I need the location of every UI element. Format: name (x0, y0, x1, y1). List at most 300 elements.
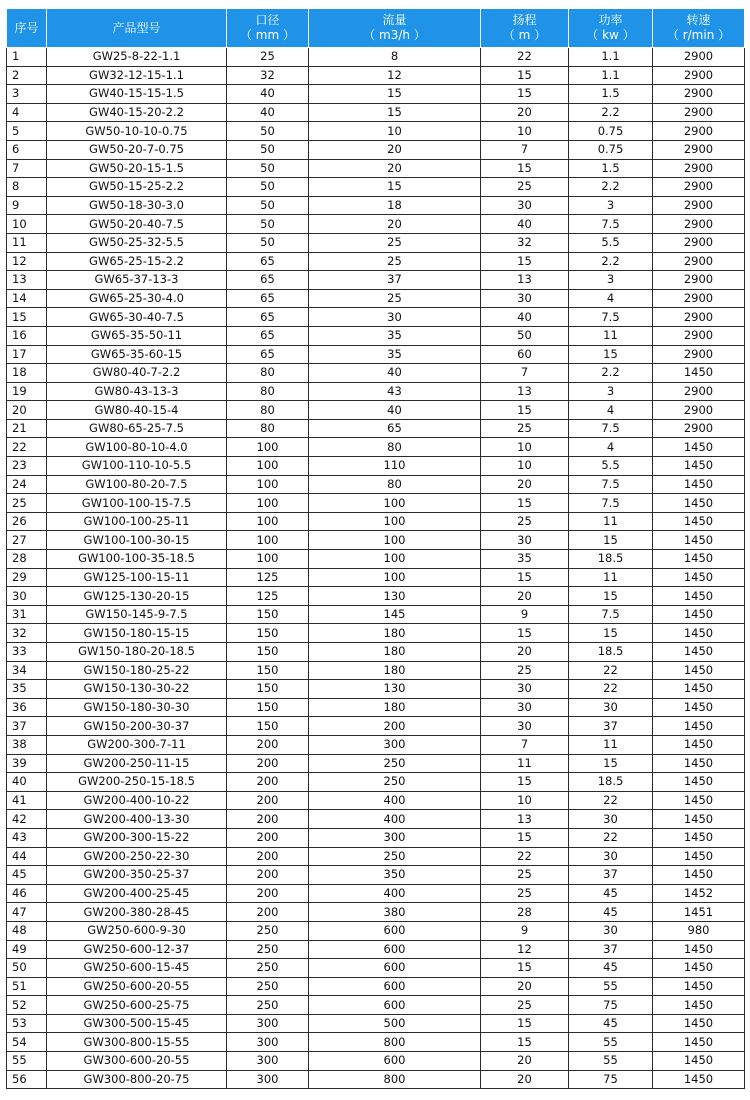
cell-flow: 12 (309, 66, 481, 85)
cell-model: GW50-25-32-5.5 (47, 233, 227, 252)
cell-flow: 800 (309, 1070, 481, 1089)
cell-index: 23 (7, 457, 47, 476)
cell-speed: 1450 (653, 1014, 745, 1033)
cell-flow: 400 (309, 810, 481, 829)
cell-model: GW150-200-30-37 (47, 717, 227, 736)
cell-speed: 1450 (653, 438, 745, 457)
cell-speed: 2900 (653, 196, 745, 215)
cell-index: 16 (7, 326, 47, 345)
cell-index: 42 (7, 810, 47, 829)
cell-model: GW80-40-7-2.2 (47, 364, 227, 383)
cell-flow: 600 (309, 996, 481, 1015)
cell-head: 15 (481, 85, 569, 104)
table-row (7, 903, 745, 922)
cell-flow: 250 (309, 754, 481, 773)
cell-diameter: 250 (227, 921, 309, 940)
header-unit: （ m ） (502, 28, 547, 42)
cell-diameter: 300 (227, 1070, 309, 1089)
cell-model: GW200-250-22-30 (47, 847, 227, 866)
cell-index: 45 (7, 866, 47, 885)
cell-speed: 1450 (653, 568, 745, 587)
cell-model: GW80-40-15-4 (47, 401, 227, 420)
cell-index: 54 (7, 1033, 47, 1052)
cell-diameter: 250 (227, 996, 309, 1015)
cell-power: 45 (569, 959, 653, 978)
cell-head: 25 (481, 866, 569, 885)
cell-head: 7 (481, 735, 569, 754)
cell-speed: 2900 (653, 140, 745, 159)
cell-diameter: 40 (227, 103, 309, 122)
cell-index: 2 (7, 66, 47, 85)
cell-index: 11 (7, 233, 47, 252)
cell-power: 75 (569, 996, 653, 1015)
table-row (7, 475, 745, 494)
cell-index: 15 (7, 308, 47, 327)
cell-head: 30 (481, 196, 569, 215)
cell-index: 33 (7, 643, 47, 662)
cell-model: GW200-350-25-37 (47, 866, 227, 885)
header-unit: （ kw ） (586, 28, 635, 42)
cell-index: 47 (7, 903, 47, 922)
cell-speed: 1450 (653, 550, 745, 569)
cell-head: 22 (481, 48, 569, 67)
cell-flow: 600 (309, 921, 481, 940)
cell-index: 52 (7, 996, 47, 1015)
cell-flow: 40 (309, 401, 481, 420)
cell-model: GW65-30-40-7.5 (47, 308, 227, 327)
cell-flow: 100 (309, 531, 481, 550)
table-row (7, 401, 745, 420)
cell-speed: 1450 (653, 364, 745, 383)
header-index (7, 9, 47, 48)
cell-flow: 65 (309, 419, 481, 438)
cell-flow: 300 (309, 828, 481, 847)
cell-power: 3 (569, 271, 653, 290)
spec-table-container (6, 8, 744, 1089)
cell-diameter: 200 (227, 791, 309, 810)
table-row (7, 103, 745, 122)
cell-model: GW250-600-15-45 (47, 959, 227, 978)
cell-speed: 1450 (653, 773, 745, 792)
cell-diameter: 50 (227, 233, 309, 252)
header-label: 功率 (598, 13, 623, 27)
cell-model: GW300-600-20-55 (47, 1052, 227, 1071)
cell-head: 20 (481, 587, 569, 606)
cell-head: 32 (481, 233, 569, 252)
table-row (7, 289, 745, 308)
cell-flow: 25 (309, 252, 481, 271)
table-row (7, 940, 745, 959)
cell-diameter: 100 (227, 438, 309, 457)
cell-speed: 2900 (653, 419, 745, 438)
cell-power: 37 (569, 940, 653, 959)
cell-head: 20 (481, 1070, 569, 1089)
cell-flow: 180 (309, 698, 481, 717)
cell-index: 44 (7, 847, 47, 866)
cell-head: 7 (481, 364, 569, 383)
cell-diameter: 200 (227, 828, 309, 847)
cell-flow: 380 (309, 903, 481, 922)
cell-diameter: 25 (227, 48, 309, 67)
cell-speed: 1450 (653, 624, 745, 643)
table-row (7, 159, 745, 178)
cell-speed: 1450 (653, 1052, 745, 1071)
cell-power: 7.5 (569, 494, 653, 513)
cell-speed: 1450 (653, 977, 745, 996)
cell-power: 22 (569, 791, 653, 810)
cell-diameter: 50 (227, 178, 309, 197)
cell-model: GW200-380-28-45 (47, 903, 227, 922)
table-row (7, 921, 745, 940)
cell-speed: 1450 (653, 735, 745, 754)
table-row (7, 624, 745, 643)
cell-flow: 35 (309, 345, 481, 364)
cell-power: 7.5 (569, 605, 653, 624)
cell-head: 40 (481, 215, 569, 234)
cell-head: 22 (481, 847, 569, 866)
cell-speed: 980 (653, 921, 745, 940)
cell-speed: 1450 (653, 996, 745, 1015)
cell-model: GW65-35-50-11 (47, 326, 227, 345)
table-row (7, 884, 745, 903)
cell-head: 15 (481, 66, 569, 85)
header-power (569, 9, 653, 48)
cell-model: GW200-250-15-18.5 (47, 773, 227, 792)
cell-index: 13 (7, 271, 47, 290)
cell-diameter: 80 (227, 364, 309, 383)
cell-head: 15 (481, 773, 569, 792)
cell-speed: 2900 (653, 271, 745, 290)
cell-diameter: 65 (227, 345, 309, 364)
cell-model: GW150-180-20-18.5 (47, 643, 227, 662)
cell-index: 21 (7, 419, 47, 438)
cell-model: GW200-400-13-30 (47, 810, 227, 829)
cell-diameter: 200 (227, 735, 309, 754)
cell-power: 30 (569, 921, 653, 940)
cell-speed: 1450 (653, 698, 745, 717)
cell-speed: 2900 (653, 401, 745, 420)
cell-diameter: 100 (227, 475, 309, 494)
cell-power: 75 (569, 1070, 653, 1089)
cell-model: GW100-80-20-7.5 (47, 475, 227, 494)
cell-head: 9 (481, 921, 569, 940)
cell-diameter: 65 (227, 308, 309, 327)
cell-index: 5 (7, 122, 47, 141)
cell-power: 1.1 (569, 66, 653, 85)
cell-power: 2.2 (569, 178, 653, 197)
cell-model: GW65-37-13-3 (47, 271, 227, 290)
cell-speed: 1450 (653, 754, 745, 773)
cell-power: 45 (569, 884, 653, 903)
cell-speed: 2900 (653, 252, 745, 271)
cell-index: 12 (7, 252, 47, 271)
table-row (7, 587, 745, 606)
cell-index: 7 (7, 159, 47, 178)
cell-model: GW80-65-25-7.5 (47, 419, 227, 438)
cell-head: 28 (481, 903, 569, 922)
cell-power: 4 (569, 401, 653, 420)
cell-power: 0.75 (569, 140, 653, 159)
cell-speed: 1450 (653, 791, 745, 810)
cell-model: GW80-43-13-3 (47, 382, 227, 401)
cell-diameter: 200 (227, 884, 309, 903)
cell-diameter: 250 (227, 959, 309, 978)
table-row (7, 959, 745, 978)
cell-flow: 15 (309, 85, 481, 104)
cell-model: GW100-100-30-15 (47, 531, 227, 550)
cell-model: GW200-400-10-22 (47, 791, 227, 810)
cell-index: 17 (7, 345, 47, 364)
cell-speed: 2900 (653, 178, 745, 197)
cell-power: 37 (569, 717, 653, 736)
cell-index: 55 (7, 1052, 47, 1071)
table-row (7, 1052, 745, 1071)
table-row (7, 196, 745, 215)
cell-index: 3 (7, 85, 47, 104)
cell-head: 10 (481, 122, 569, 141)
table-row (7, 364, 745, 383)
table-row (7, 1070, 745, 1089)
cell-head: 35 (481, 550, 569, 569)
cell-index: 4 (7, 103, 47, 122)
cell-speed: 1450 (653, 475, 745, 494)
table-row (7, 345, 745, 364)
cell-index: 14 (7, 289, 47, 308)
cell-diameter: 150 (227, 717, 309, 736)
cell-speed: 1450 (653, 866, 745, 885)
header-model (47, 9, 227, 48)
cell-diameter: 200 (227, 773, 309, 792)
cell-power: 55 (569, 1052, 653, 1071)
table-row (7, 233, 745, 252)
cell-head: 20 (481, 977, 569, 996)
table-row (7, 643, 745, 662)
cell-model: GW150-180-15-15 (47, 624, 227, 643)
cell-model: GW125-130-20-15 (47, 587, 227, 606)
cell-model: GW100-100-35-18.5 (47, 550, 227, 569)
cell-head: 25 (481, 884, 569, 903)
cell-head: 20 (481, 103, 569, 122)
header-label: 口径 (255, 13, 280, 27)
cell-model: GW200-250-11-15 (47, 754, 227, 773)
cell-flow: 20 (309, 159, 481, 178)
cell-model: GW250-600-25-75 (47, 996, 227, 1015)
cell-index: 28 (7, 550, 47, 569)
cell-index: 34 (7, 661, 47, 680)
cell-model: GW50-20-40-7.5 (47, 215, 227, 234)
cell-flow: 400 (309, 791, 481, 810)
table-row (7, 178, 745, 197)
cell-speed: 1450 (653, 587, 745, 606)
cell-power: 7.5 (569, 475, 653, 494)
table-row (7, 85, 745, 104)
cell-power: 15 (569, 754, 653, 773)
cell-diameter: 300 (227, 1014, 309, 1033)
cell-flow: 500 (309, 1014, 481, 1033)
cell-flow: 80 (309, 475, 481, 494)
cell-power: 7.5 (569, 419, 653, 438)
cell-speed: 2900 (653, 289, 745, 308)
cell-head: 30 (481, 698, 569, 717)
cell-index: 26 (7, 512, 47, 531)
table-row (7, 419, 745, 438)
cell-speed: 1450 (653, 1070, 745, 1089)
cell-flow: 18 (309, 196, 481, 215)
cell-index: 43 (7, 828, 47, 847)
cell-head: 15 (481, 159, 569, 178)
cell-speed: 1450 (653, 847, 745, 866)
cell-head: 25 (481, 996, 569, 1015)
cell-diameter: 65 (227, 252, 309, 271)
cell-index: 35 (7, 680, 47, 699)
cell-flow: 180 (309, 661, 481, 680)
cell-diameter: 65 (227, 326, 309, 345)
cell-power: 45 (569, 1014, 653, 1033)
cell-model: GW40-15-20-2.2 (47, 103, 227, 122)
cell-diameter: 100 (227, 512, 309, 531)
cell-diameter: 80 (227, 382, 309, 401)
cell-power: 30 (569, 847, 653, 866)
cell-model: GW300-800-15-55 (47, 1033, 227, 1052)
cell-flow: 100 (309, 494, 481, 513)
cell-index: 25 (7, 494, 47, 513)
cell-power: 4 (569, 289, 653, 308)
cell-power: 18.5 (569, 643, 653, 662)
cell-head: 10 (481, 457, 569, 476)
cell-head: 30 (481, 289, 569, 308)
cell-diameter: 250 (227, 940, 309, 959)
cell-flow: 130 (309, 680, 481, 699)
cell-power: 3 (569, 382, 653, 401)
cell-head: 60 (481, 345, 569, 364)
cell-index: 29 (7, 568, 47, 587)
cell-power: 15 (569, 345, 653, 364)
cell-flow: 300 (309, 735, 481, 754)
cell-power: 30 (569, 810, 653, 829)
cell-flow: 25 (309, 233, 481, 252)
table-row (7, 1014, 745, 1033)
table-row (7, 494, 745, 513)
cell-power: 18.5 (569, 550, 653, 569)
cell-model: GW65-25-30-4.0 (47, 289, 227, 308)
cell-power: 15 (569, 587, 653, 606)
cell-diameter: 300 (227, 1033, 309, 1052)
cell-power: 55 (569, 977, 653, 996)
cell-head: 15 (481, 252, 569, 271)
cell-head: 9 (481, 605, 569, 624)
cell-power: 7.5 (569, 308, 653, 327)
cell-index: 27 (7, 531, 47, 550)
cell-head: 30 (481, 680, 569, 699)
cell-speed: 1450 (653, 605, 745, 624)
cell-diameter: 32 (227, 66, 309, 85)
cell-flow: 130 (309, 587, 481, 606)
cell-head: 11 (481, 754, 569, 773)
cell-diameter: 100 (227, 550, 309, 569)
cell-power: 0.75 (569, 122, 653, 141)
table-row (7, 866, 745, 885)
header-unit: （ mm ） (239, 28, 295, 42)
cell-flow: 350 (309, 866, 481, 885)
cell-head: 13 (481, 810, 569, 829)
cell-head: 30 (481, 717, 569, 736)
cell-index: 39 (7, 754, 47, 773)
cell-speed: 1450 (653, 457, 745, 476)
cell-power: 11 (569, 512, 653, 531)
header-row (7, 9, 745, 48)
cell-power: 2.2 (569, 252, 653, 271)
cell-flow: 400 (309, 884, 481, 903)
cell-head: 25 (481, 419, 569, 438)
cell-model: GW250-600-12-37 (47, 940, 227, 959)
cell-model: GW25-8-22-1.1 (47, 48, 227, 67)
cell-model: GW50-15-25-2.2 (47, 178, 227, 197)
cell-speed: 1450 (653, 940, 745, 959)
table-row (7, 698, 745, 717)
cell-speed: 2900 (653, 382, 745, 401)
cell-speed: 2900 (653, 66, 745, 85)
cell-head: 10 (481, 791, 569, 810)
cell-diameter: 150 (227, 643, 309, 662)
cell-flow: 10 (309, 122, 481, 141)
cell-index: 10 (7, 215, 47, 234)
cell-model: GW50-20-7-0.75 (47, 140, 227, 159)
cell-index: 30 (7, 587, 47, 606)
cell-model: GW300-500-15-45 (47, 1014, 227, 1033)
cell-model: GW50-10-10-0.75 (47, 122, 227, 141)
cell-index: 41 (7, 791, 47, 810)
cell-index: 19 (7, 382, 47, 401)
cell-index: 24 (7, 475, 47, 494)
header-unit: （ m3/h ） (363, 28, 426, 42)
cell-speed: 2900 (653, 103, 745, 122)
cell-index: 50 (7, 959, 47, 978)
cell-speed: 1452 (653, 884, 745, 903)
cell-flow: 600 (309, 940, 481, 959)
cell-model: GW50-18-30-3.0 (47, 196, 227, 215)
cell-head: 30 (481, 531, 569, 550)
cell-flow: 30 (309, 308, 481, 327)
cell-power: 11 (569, 326, 653, 345)
cell-speed: 2900 (653, 159, 745, 178)
table-row (7, 512, 745, 531)
cell-diameter: 200 (227, 866, 309, 885)
cell-power: 22 (569, 680, 653, 699)
cell-flow: 800 (309, 1033, 481, 1052)
cell-index: 37 (7, 717, 47, 736)
cell-speed: 1451 (653, 903, 745, 922)
cell-speed: 1450 (653, 828, 745, 847)
cell-speed: 1450 (653, 680, 745, 699)
cell-index: 56 (7, 1070, 47, 1089)
table-row (7, 215, 745, 234)
cell-power: 2.2 (569, 103, 653, 122)
cell-power: 5.5 (569, 457, 653, 476)
table-row (7, 828, 745, 847)
cell-speed: 1450 (653, 512, 745, 531)
cell-flow: 250 (309, 847, 481, 866)
cell-flow: 35 (309, 326, 481, 345)
cell-speed: 1450 (653, 1033, 745, 1052)
cell-power: 1.5 (569, 159, 653, 178)
cell-speed: 2900 (653, 233, 745, 252)
cell-index: 51 (7, 977, 47, 996)
cell-diameter: 100 (227, 494, 309, 513)
table-row (7, 271, 745, 290)
table-row (7, 661, 745, 680)
cell-power: 30 (569, 698, 653, 717)
table-row (7, 735, 745, 754)
